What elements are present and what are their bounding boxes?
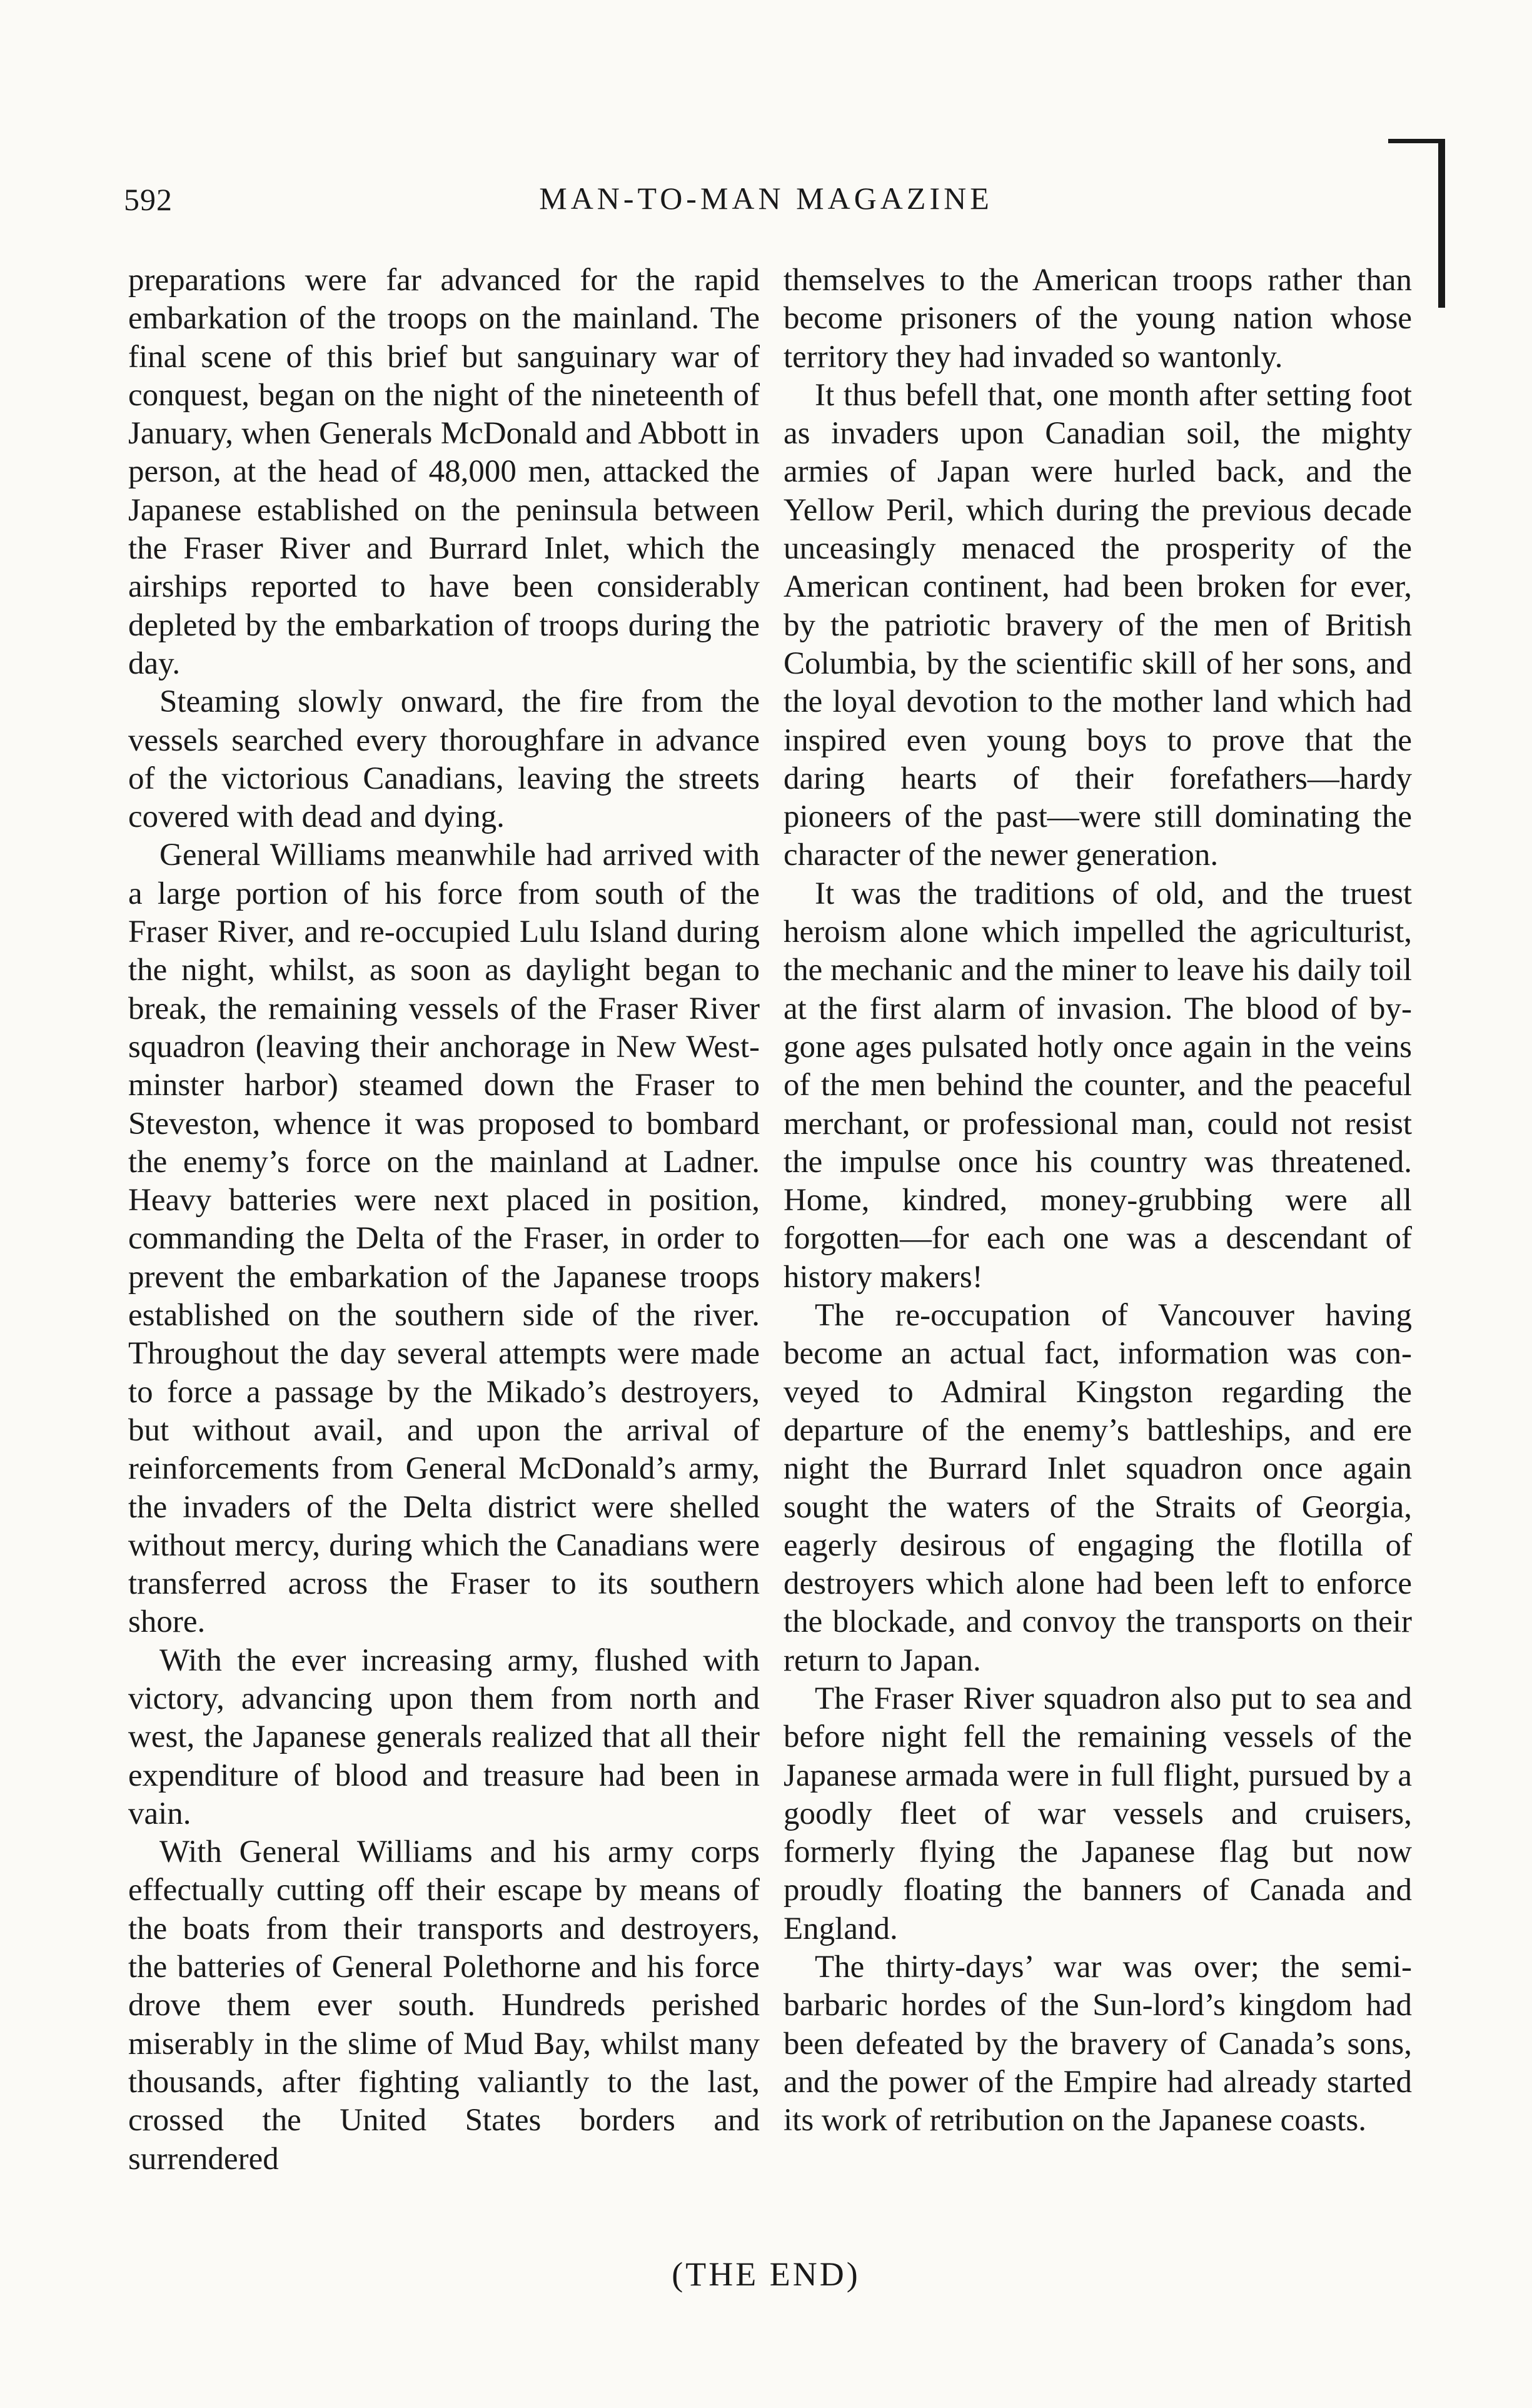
left-paragraph-2: Steaming slowly onward, the fire from the vessels searched every thoroughfare in advance of the victorious Canadians, leaving the streets covered with dead and dying. <box>128 684 760 835</box>
left-paragraph-4: With the ever increasing army, flushed with victory, advancing upon them from north and west, the Japanese generals realized that all their expenditure of blood and treasure had been in vain. <box>128 1642 760 1831</box>
page-edge-mark <box>1438 139 1445 308</box>
right-paragraph-4: The re-occupation of Vancouver having become an actual fact, information was conveyed to Admiral Kingston regarding the departure of the enemy’s battleships, and ere night the Burrard Inlet squadron once again sought the waters of the Straits of Georgia, eagerly desirous of engaging the flotilla of destroyers which alone had been left to enforce the blockade, and convoy the transports on their return to Japan. <box>784 1298 1412 1678</box>
right-paragraph-3: It was the traditions of old, and the truest heroism alone which impelled the agriculturist, the mechanic and the miner to leave his daily toil at the first alarm of invasion. The blood of by-gone ages pulsated hotly once again in the veins of the men behind the counter, and the peaceful merchant, or professional man, could not resist the impulse once his country was threatened. Home, kindred, money-grubbing were all forgotten—for each one was a descendant of history makers! <box>784 876 1412 1295</box>
left-paragraph-1: preparations were far advanced for the rapid embarkation of the troops on the mainland. The final scene of this brief but sanguinary war of conquest, began on the night of the nineteenth of January, when Generals McDonald and Abbott in person, at the head of 48,000 men, attacked the Japanese established on the peninsula between the Fraser River and Burrard Inlet, which the airships reported to have been considerably depleted by the embarkation of troops during the day. <box>128 263 760 681</box>
right-column <box>784 261 1412 2140</box>
left-paragraph-5: With General Williams and his army corps effectually cutting off their escape by means of the boats from their transports and destroyers, the batteries of General Polethorne and his force drove them ever south. Hundreds perished miserably in the slime of Mud Bay, whilst many thousands, after fighting valiantly to the last, crossed the United States borders and surrendered <box>128 1834 760 2177</box>
left-column <box>128 261 760 2178</box>
page-edge-mark-top <box>1388 139 1444 143</box>
right-paragraph-2: It thus befell that, one month after setting foot as invaders upon Canadian soil, the mighty armies of Japan were hurled back, and the Yellow Peril, which during the previous decade unceasingly menaced the prosperity of the American continent, had been broken for ever, by the patriotic bravery of the men of British Columbia, by the scientific skill of her sons, and the loyal devotion to the mother land which had inspired even young boys to prove that the daring hearts of their forefathers—hardy pioneers of the past—were still dominating the character of the newer generation. <box>784 377 1412 873</box>
page-number: 592 <box>124 182 173 217</box>
left-paragraph-3: General Williams meanwhile had arrived with a large portion of his force from south of the Fraser River, and re-occupied Lulu Island during the night, whilst, as soon as daylight began to break, the remaining vessels of the Fraser River squadron (leaving their anchorage in New Westminster harbor) steamed down the Fraser to Steveston, whence it was proposed to bombard the enemy’s force on the mainland at Ladner. Heavy batteries were next placed in position, commanding the Delta of the Fraser, in order to prevent the embarkation of the Japanese troops established on the southern side of the river. Throughout the day several attempts were made to force a passage by the Mikado’s destroyers, but without avail, and upon the arrival of reinforcements from General McDonald’s army, the invaders of the Delta district were shelled without mercy, during which the Canadians were transferred across the Fraser to its southern shore. <box>128 837 760 1640</box>
right-paragraph-5: The Fraser River squadron also put to sea and before night fell the remaining vessels of the Japanese armada were in full flight, pursued by a goodly fleet of war vessels and cruisers, formerly flying the Japanese flag but now proudly floating the banners of Canada and England. <box>784 1681 1412 1946</box>
running-head: MAN-TO-MAN MAGAZINE <box>539 181 993 216</box>
the-end-mark: (THE END) <box>672 2255 860 2293</box>
right-paragraph-6: The thirty-days’ war was over; the semibarbaric hordes of the Sun-lord’s kingdom had been defeated by the bravery of Canada’s sons, and the power of the Empire had already started its work of retribution on the Japanese coasts. <box>784 1950 1412 2138</box>
right-paragraph-1: themselves to the American troops rather than become prisoners of the young nation whose territory they had invaded so wantonly. <box>784 263 1412 375</box>
